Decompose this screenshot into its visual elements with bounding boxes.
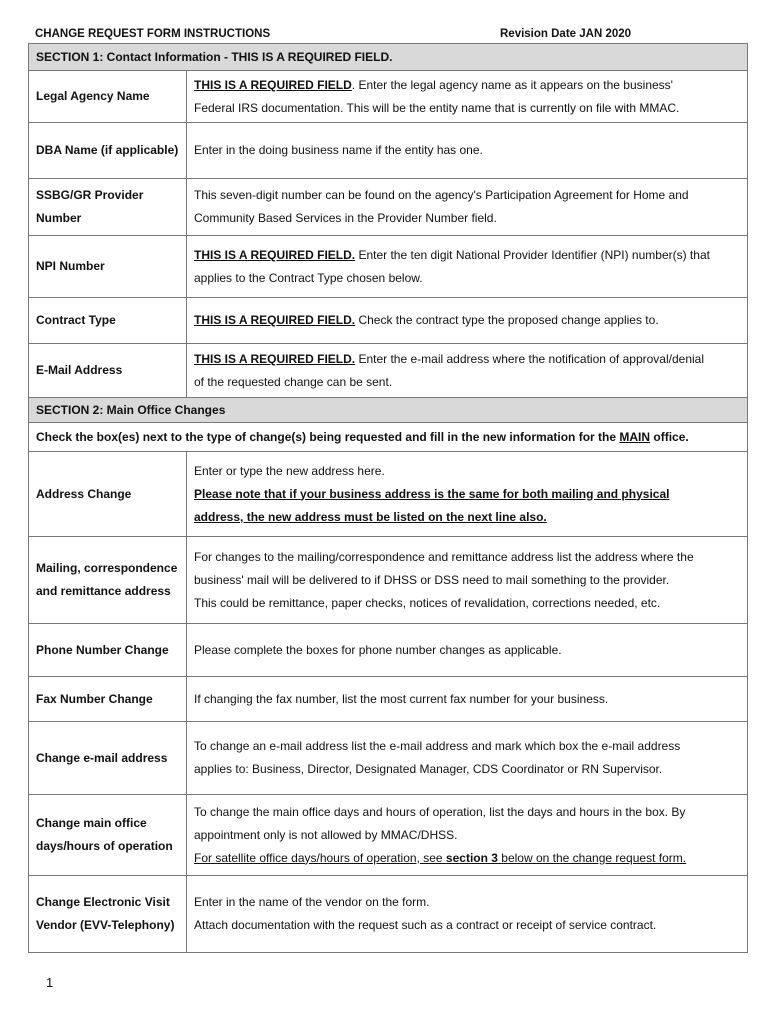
table-row bbox=[29, 795, 748, 876]
field-label: Contract Type bbox=[29, 298, 187, 344]
required-flag: THIS IS A REQUIRED FIELD bbox=[194, 77, 352, 92]
field-description: Enter in the name of the vendor on the form. Attach documentation with the request such as a contract or receipt of service contract. bbox=[187, 876, 748, 953]
section1-title: SECTION 1: Contact Information - THIS IS A REQUIRED FIELD. bbox=[29, 44, 748, 71]
page-header bbox=[35, 26, 742, 44]
table-row bbox=[29, 624, 748, 677]
field-description: THIS IS A REQUIRED FIELD. Enter the e-mail address where the notification of approval/denial of the requested change can be sent. bbox=[187, 344, 748, 398]
table-row bbox=[29, 876, 748, 953]
field-description: This seven-digit number can be found on the agency's Participation Agreement for Home and Community Based Services in the Provider Number field. bbox=[187, 179, 748, 236]
section2-note-row bbox=[29, 423, 748, 452]
table-row bbox=[29, 452, 748, 537]
section2-title: SECTION 2: Main Office Changes bbox=[29, 398, 748, 423]
field-label: NPI Number bbox=[29, 236, 187, 298]
table-row bbox=[29, 236, 748, 298]
table-row bbox=[29, 344, 748, 398]
field-label: SSBG/GR Provider Number bbox=[29, 179, 187, 236]
field-label: Phone Number Change bbox=[29, 624, 187, 677]
table-row bbox=[29, 677, 748, 722]
required-flag: THIS IS A REQUIRED FIELD. bbox=[194, 351, 356, 366]
field-label: Change e-mail address bbox=[29, 722, 187, 795]
field-label: Mailing, correspondence and remittance address bbox=[29, 537, 187, 624]
field-description: To change the main office days and hours of operation, list the days and hours in the box. By appointment only is not allowed by MMAC/DHSS. For satellite office days/hours of operation, see section 3 below on the change request form. bbox=[187, 795, 748, 876]
form-title: CHANGE REQUEST FORM INSTRUCTIONS bbox=[35, 28, 271, 40]
field-description: For changes to the mailing/correspondence and remittance address list the address where the business' mail will be delivered to if DHSS or DSS need to mail something to the provider. This could be remittance, paper checks, notices of revalidation, corrections needed, etc. bbox=[187, 537, 748, 624]
field-label: Legal Agency Name bbox=[29, 71, 187, 123]
table-row bbox=[29, 123, 748, 179]
instructions-table bbox=[28, 43, 748, 953]
revision-date: Revision Date JAN 2020 bbox=[500, 28, 632, 40]
field-label: Change Electronic Visit Vendor (EVV-Telephony) bbox=[29, 876, 187, 953]
table-row bbox=[29, 71, 748, 123]
page-number: 1 bbox=[46, 975, 54, 990]
field-label: E-Mail Address bbox=[29, 344, 187, 398]
section1-header-row bbox=[29, 44, 748, 71]
table-row bbox=[29, 179, 748, 236]
required-flag: THIS IS A REQUIRED FIELD. bbox=[194, 313, 356, 327]
field-label: Fax Number Change bbox=[29, 677, 187, 722]
table-row bbox=[29, 537, 748, 624]
field-description: If changing the fax number, list the most current fax number for your business. bbox=[187, 677, 748, 722]
field-description: THIS IS A REQUIRED FIELD. Enter the legal agency name as it appears on the business' Federal IRS documentation. This will be the entity name that is currently on file with MMAC. bbox=[187, 71, 748, 123]
field-description: Enter in the doing business name if the entity has one. bbox=[187, 123, 748, 179]
required-flag: THIS IS A REQUIRED FIELD. bbox=[194, 247, 356, 262]
field-label: DBA Name (if applicable) bbox=[29, 123, 187, 179]
field-description: Please complete the boxes for phone number changes as applicable. bbox=[187, 624, 748, 677]
table-row bbox=[29, 722, 748, 795]
field-label: Address Change bbox=[29, 452, 187, 537]
field-label: Change main office days/hours of operation bbox=[29, 795, 187, 876]
section2-instructions: Check the box(es) next to the type of change(s) being requested and fill in the new information for the MAIN office. bbox=[29, 423, 748, 452]
field-description: THIS IS A REQUIRED FIELD. Check the contract type the proposed change applies to. bbox=[187, 298, 748, 344]
field-description: THIS IS A REQUIRED FIELD. Enter the ten digit National Provider Identifier (NPI) number(s) that applies to the Contract Type chosen below. bbox=[187, 236, 748, 298]
section2-header-row bbox=[29, 398, 748, 423]
table-row bbox=[29, 298, 748, 344]
field-description: To change an e-mail address list the e-mail address and mark which box the e-mail address applies to: Business, Director, Designated Manager, CDS Coordinator or RN Supervisor. bbox=[187, 722, 748, 795]
field-description: Enter or type the new address here. Please note that if your business address is the same for both mailing and physical address, the new address must be listed on the next line also. bbox=[187, 452, 748, 537]
